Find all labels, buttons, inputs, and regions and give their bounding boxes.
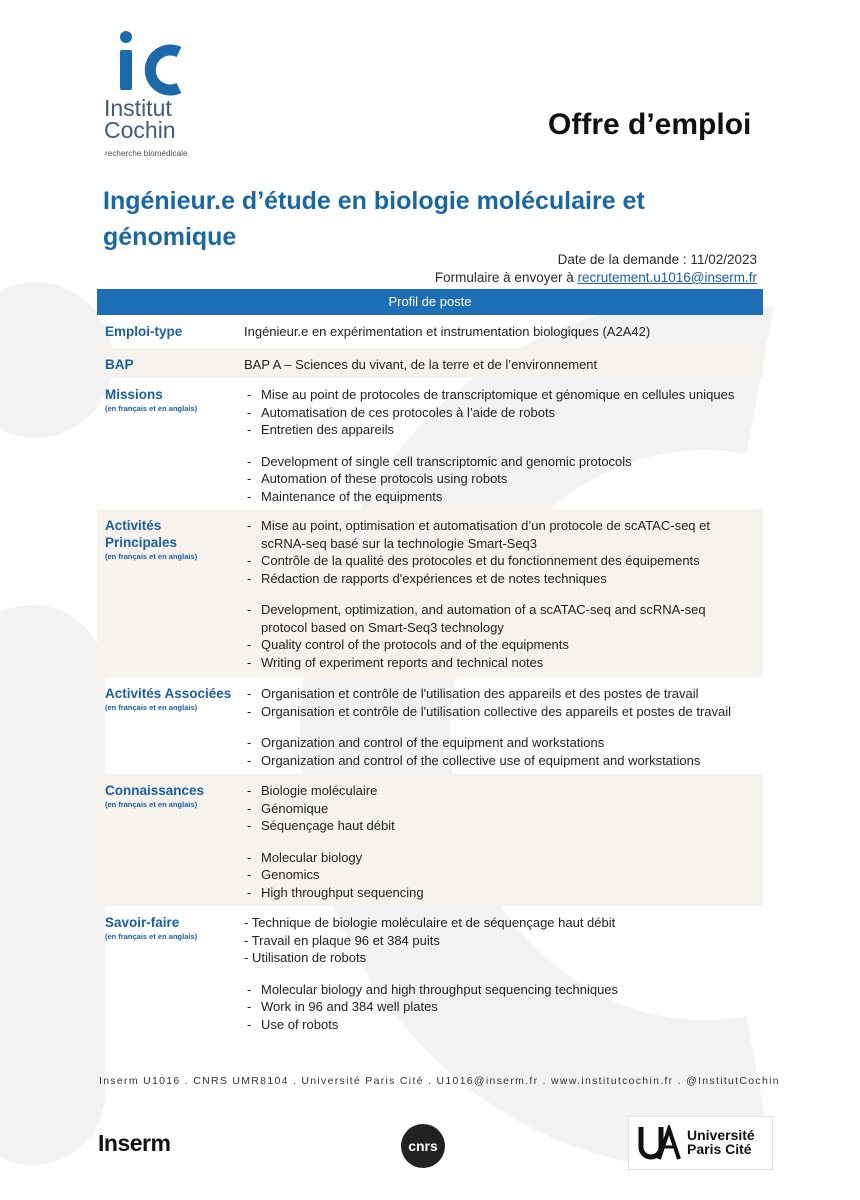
missions-sublabel: (en français et en anglais) — [105, 404, 198, 413]
list-item: - Organisation et contrôle de l'utilisation collective des appareils et postes de travail — [244, 703, 754, 721]
activites-associees-list-en — [244, 734, 754, 769]
row-activites-associees — [97, 677, 763, 774]
list-item: - Organization and control of the equipment and workstations — [244, 734, 754, 752]
logo-name-line-1: Institut — [104, 95, 172, 121]
list-item: - Work in 96 and 384 well plates — [244, 998, 754, 1016]
list-item: - Rédaction de rapports d'expériences et de notes techniques — [244, 570, 754, 588]
footer-affiliations: Inserm U1016 . CNRS UMR8104 . Université Paris Cité . U1016@inserm.fr . www.institutcochin.fr . @InstitutCochin — [99, 1075, 780, 1087]
savoir-faire-list-en — [244, 981, 754, 1034]
cnrs-logo-text: cnrs — [408, 1138, 438, 1154]
list-item: - Maintenance of the equipments — [244, 488, 754, 506]
list-item: - Contrôle de la qualité des protocoles et du fonctionnement des équipements — [244, 552, 754, 570]
list-item: - Séquençage haut débit — [244, 817, 754, 835]
connaissances-sublabel: (en français et en anglais) — [105, 800, 198, 809]
emploi-type-label: Emploi-type — [105, 324, 183, 339]
connaissances-label: Connaissances — [105, 783, 205, 798]
list-item: - Génomique — [244, 800, 754, 818]
recruitment-email-link[interactable]: recrutement.u1016@inserm.fr — [577, 270, 757, 285]
logo-tagline: recherche biomédicale — [105, 149, 188, 158]
missions-list-en — [244, 453, 754, 506]
logo-wordmark — [104, 97, 176, 141]
list-item: - Automation of these protocols using robots — [244, 470, 754, 488]
logo-name-line-2: Cochin — [104, 117, 176, 143]
document-type: Offre d’emploi — [548, 108, 752, 141]
savoir-faire-sublabel: (en français et en anglais) — [105, 932, 198, 941]
upc-logo-line-2: Paris Cité — [687, 1141, 752, 1157]
upc-emblem-icon — [637, 1125, 683, 1161]
form-send-prefix: Formulaire à envoyer à — [434, 270, 578, 285]
list-item: - Use of robots — [244, 1016, 754, 1034]
inserm-logo — [98, 1130, 170, 1157]
list-item: - Mise au point de protocoles de transcriptomique et génomique en cellules uniques — [244, 386, 754, 404]
activites-principales-list-fr — [244, 517, 754, 587]
bap-value: BAP A – Sciences du vivant, de la terre et de l’environnement — [244, 357, 598, 372]
row-bap — [97, 348, 763, 378]
request-date: Date de la demande : 11/02/2023 — [557, 252, 757, 267]
savoir-faire-list-fr — [244, 914, 754, 967]
activites-associees-label: Activités Associées — [105, 686, 232, 701]
list-item: - Mise au point, optimisation et automatisation d’un protocole de scATAC-seq et scRNA-seq basé sur la technologie Smart-Seq3 — [244, 517, 754, 552]
list-item: - Molecular biology and high throughput sequencing techniques — [244, 981, 754, 999]
job-title: Ingénieur.e d’étude en biologie moléculaire et génomique — [103, 187, 645, 251]
list-item: - Organisation et contrôle de l'utilisation des appareils et des postes de travail — [244, 685, 754, 703]
connaissances-list-en — [244, 849, 754, 902]
savoir-faire-label: Savoir-faire — [105, 915, 180, 930]
list-item: - Development of single cell transcriptomic and genomic protocols — [244, 453, 754, 471]
list-item: - Development, optimization, and automation of a scATAC-seq and scRNA-seq protocol based on Smart-Seq3 technology — [244, 601, 754, 636]
row-connaissances — [97, 774, 763, 906]
list-item: - Utilisation de robots — [244, 950, 367, 965]
list-item: - Organization and control of the collective use of equipment and workstations — [244, 752, 754, 770]
row-activites-principales — [97, 509, 763, 677]
list-item: - Molecular biology — [244, 849, 754, 867]
upc-logo-text — [687, 1128, 755, 1156]
list-item: - Biologie moléculaire — [244, 782, 754, 800]
activites-principales-sublabel: (en français et en anglais) — [105, 552, 198, 561]
row-emploi-type — [97, 315, 763, 348]
activites-principales-label: Activités Principales — [105, 518, 178, 550]
bap-label: BAP — [105, 357, 134, 372]
list-item: - High throughput sequencing — [244, 884, 754, 902]
upc-logo-line-1: Université — [687, 1127, 755, 1143]
inserm-logo-text: Inserm — [98, 1130, 171, 1156]
profile-heading-bar: Profil de poste — [97, 289, 763, 315]
activites-associees-sublabel: (en français et en anglais) — [105, 703, 198, 712]
cnrs-logo — [399, 1122, 447, 1170]
activites-principales-list-en — [244, 601, 754, 671]
connaissances-list-fr — [244, 782, 754, 835]
missions-label: Missions — [105, 387, 163, 402]
list-item: - Entretien des appareils — [244, 421, 754, 439]
list-item: - Travail en plaque 96 et 384 puits — [244, 932, 440, 948]
emploi-type-value: Ingénieur.e en expérimentation et instrumentation biologiques (A2A42) — [244, 324, 651, 339]
activites-associees-list-fr — [244, 685, 754, 720]
list-item: - Automatisation de ces protocoles à l’aide de robots — [244, 404, 754, 422]
list-item: - Quality control of the protocols and of the equipments — [244, 636, 754, 654]
list-item: - Technique de biologie moléculaire et de séquençage haut débit — [244, 915, 616, 930]
form-send-line — [435, 270, 757, 285]
row-missions — [97, 378, 763, 509]
row-savoir-faire — [97, 906, 763, 1040]
list-item: - Genomics — [244, 866, 754, 884]
missions-list-fr — [244, 386, 754, 439]
list-item: - Writing of experiment reports and technical notes — [244, 654, 754, 672]
